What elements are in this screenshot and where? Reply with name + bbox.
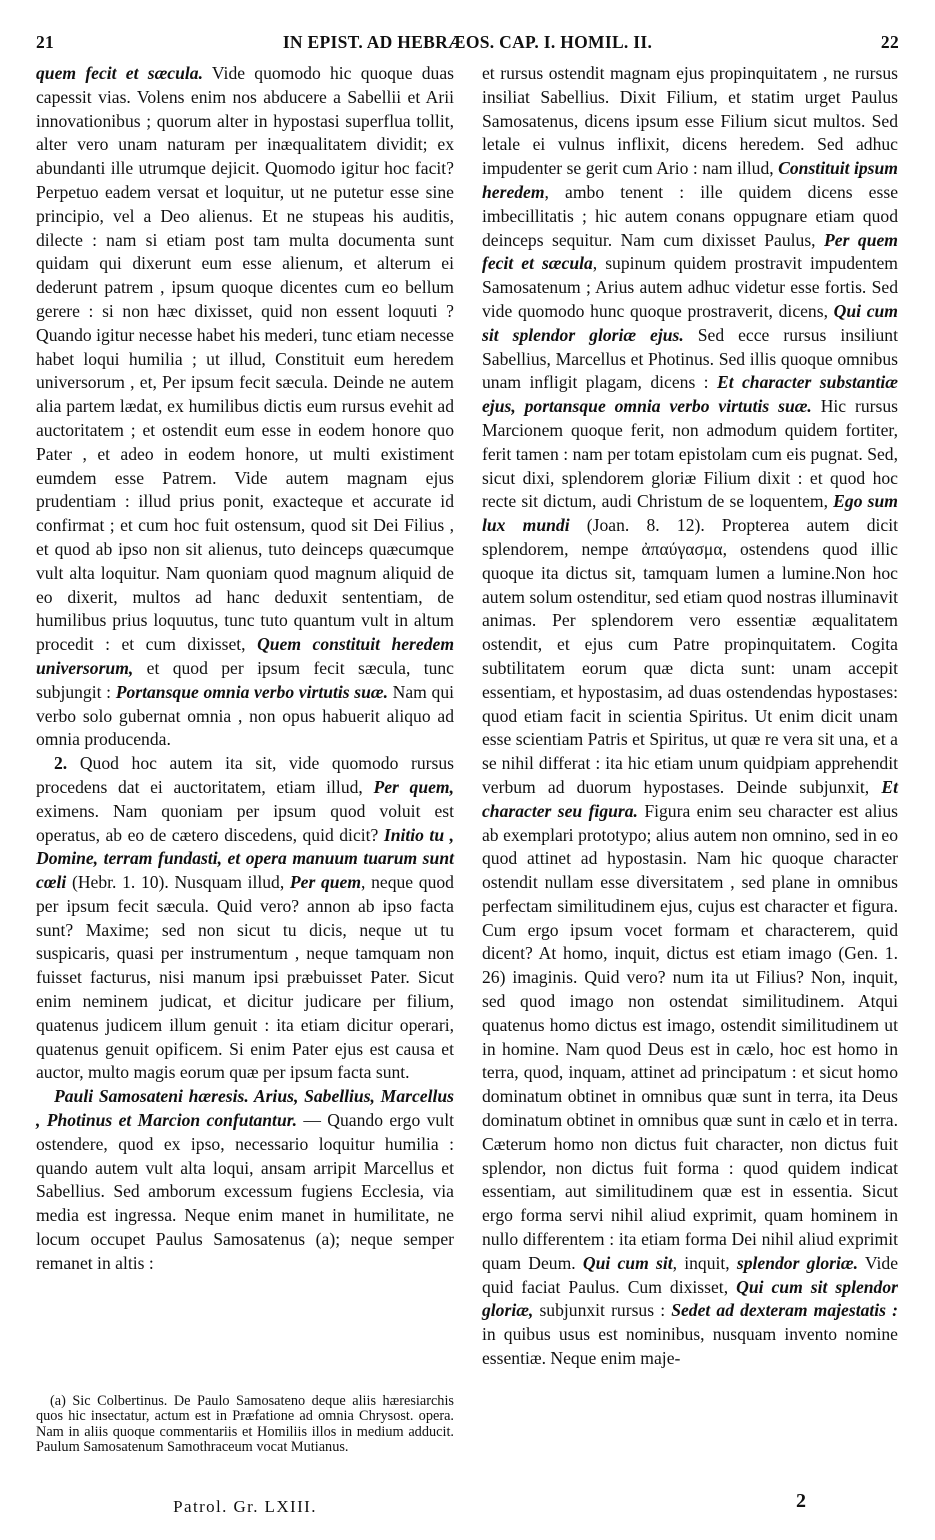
left-paragraph-1 — [36, 62, 454, 752]
scripture-quote: Qui cum sit — [582, 1252, 673, 1273]
scripture-quote: Portansque omnia verbo virtutis suæ. — [115, 681, 389, 702]
right-column — [482, 62, 898, 1371]
page-number-left: 21 — [36, 32, 55, 52]
body-text: Vide quid faciat Paulus. Cum dixisset, — [482, 1252, 898, 1297]
scripture-quote: Per quem, — [373, 776, 454, 797]
scripture-quote: Qui cum sit splendor gloriæ ejus. — [482, 300, 898, 345]
scripture-quote: Initio tu , Domine, terram fundasti, et opera manuum tuarum sunt cœli — [36, 824, 454, 893]
footnote — [36, 1394, 454, 1455]
right-paragraph-1 — [482, 62, 898, 1371]
body-text: — Quando ergo vult ostendere, quod ex ipso, necessario loquitur humilia : quando autem vult alta loqui, ansam arripit Marcellus et Sabellius. Sed amborum excessum fugiens Ecclesia, via media est ingressa. Neque enim manet in humilitate, ne locum occupet Paulus Samosatenus (a); neque semper remanet in altis : — [36, 1110, 454, 1273]
body-text: Hic rursus Marcionem quoque ferit, non admodum quidem fortiter, ferit tamen : nam per totam epistolam cum eis pugnat. Sed, sicut dixi, splendorem gloriæ Filium dixit : et quod hoc recte sit dictum, audi Christum de se loquentem, — [482, 396, 898, 512]
scripture-quote: Qui cum sit splendor gloriæ, — [482, 1276, 898, 1321]
scripture-quote: Et character seu figura. — [482, 776, 898, 821]
volume-signature: Patrol. Gr. LXIII. — [173, 1497, 317, 1516]
scripture-quote: splendor gloriæ. — [736, 1252, 858, 1273]
body-text: , inquit, — [672, 1252, 737, 1273]
page-number-right: 22 — [880, 32, 899, 52]
left-paragraph-2 — [36, 752, 454, 1085]
body-text: et rursus ostendit magnam ejus propinquitatem , ne rursus insiliat Sabellius. Dixit Filium, et statim urget Paulus Samosatenus, dicens ipsum esse Filium sicut multos. Sed letale ei vulnus inflixit, dicens heredem. Sed adhuc impudenter se gerit cum Ario : nam illud, — [482, 63, 898, 179]
body-text: , ambo tenent : ille quidem dicens esse imbecillitatis ; hic autem conans oppugnare etiam quod deinceps sequitur. Nam cum dixisset Paulus, — [482, 181, 898, 250]
body-text: et quod per ipsum fecit sæcula, tunc subjungit : — [36, 657, 454, 702]
scripture-quote: Ego sum lux mundi — [482, 491, 898, 536]
body-text: Figura enim seu character est alius ab exemplari prototypo; alius autem non omnino, sed in eo quod attinet ad hypostasin. Nam hic quoque character ostendit nullam esse diversitatem , sed plane in omnibus perfectam similitudinem ejus, cujus est character et figura. Cum ergo ipsum vocet formam et characterem, quid dicent? At homo, inquit, dictus est etiam imago (Gen. 1. 26) imaginis. Quid vero? num ita ut Filius? Non, inquit, sed quod imago non ostendat similitudinem. Atqui quatenus homo dictus est imago, ostendit similitudinem ut in homine. Nam quod Deus est in cælo, hoc est homo in terra, quod, inquam, attinet ad principatum : et sicut homo dominatum obtinet in omnibus quæ sunt in terra, ita Deus dominatum obtinet in omnibus quæ sunt in cælo et in terra. Cæterum homo non dictus fuit character, non dictus fuit splendor, non dictus fuit forma : quod quidem indicat essentiam, aut similitudinem quæ est in essentia. Sicut ergo forma servi nihil aliud exprimit, quam hominem in nullo differentem : ita etiam forma Dei nihil aliud exprimit quam Deum. — [482, 800, 898, 1273]
left-column — [36, 62, 454, 1276]
body-text: Vide quomodo hic quoque duas capessit vias. Volens enim nos abducere a Sabellii et Arii innovationibus ; quorum alter in hypostasi superflua tollit, alter vero unam naturam per inæqualitatem dividit; ex abundanti ille utrumque dejicit. Quomodo igitur hoc facit? Perpetuo eadem versat et loquitur, ut ne putetur esse sine principio, vel a Deo alienus. Et ne stupeas his auditis, dilecte : nam si etiam post tam multa documenta sunt quidam qui dixerunt eum esse alienum, et alterum ei dederunt patrem , ipsum quoque dicentes cum eo bellum gerere : si non hæc dixisset, quid non essent loquuti ? Quando igitur necesse habet his mederi, tunc etiam necesse habet loqui humilia ; ut illud, Constituit eum heredem universorum , et, Per ipsum fecit sæcula. Deinde ne autem alia partem lædat, ex humilibus dictis eum rursus evehit ad auctoritatem ; et ostendit eum esse in eodem honore quo Pater , et adeo in eodem honore, ut multi existiment eumdem esse Patrem. Vide autem magnam ejus prudentiam : illud prius ponit, exacteque et accurate id confirmat ; et cum hoc fuit ostensum, quod sit Dei Filius , et quod ab ipso non sit alienus, tuto deinceps quæcumque vult alta loquitur. Nam quoniam quod magnum aliquid de eo dixerit, multos ad hanc deduxit sententiam, de humilibus prius loquutus, tunc tuto quantum vult in altum procedit : et cum dixisset, — [36, 63, 455, 655]
footnote-text: (a) Sic Colbertinus. De Paulo Samosateno deque aliis hæresiarchis quos hic insectatur, actum est in Præfatione ad omnia Chrysost. opera. Nam in aliis quoque commentariis et Homiliis illos in medium adducit. Paulum Samosatenum Samothraceum vocat Mutianus. — [36, 1393, 454, 1455]
section-number: 2. — [54, 753, 68, 774]
body-text: Nam qui verbo solo gubernat omnia , non opus habuerit aliquo ad omnia producenda. — [36, 681, 455, 750]
section-heading: Pauli Samosateni hæresis. Arius, Sabellius, Marcellus , Photinus et Marcion confutantur. — [36, 1086, 454, 1131]
scripture-quote: Per quem fecit et sæcula — [482, 229, 898, 274]
scripture-quote: Quem constituit heredem universorum, — [36, 634, 454, 678]
scripture-quote: Per quem — [289, 872, 362, 893]
body-text: , neque quod per ipsum fecit sæcula. Quid vero? annon ab ipso facta sunt? Maxime; sed non sicut tu dicis, neque ut tu suspicaris, quasi per instrumentum , neque tamquam non fuisset facturus, nisi manum ipsi præbuisset Pater. Sicut enim neminem judicat, et dicitur judicare per filium, quatenus judicem illum genuit : ita etiam dicitur operari, quatenus genuit opificem. Si enim Pater ejus est causa et auctor, multo magis eorum quæ per ipsum facta sunt. — [36, 872, 454, 1083]
running-title: IN EPIST. AD HEBRÆOS. CAP. I. HOMIL. II. — [282, 32, 653, 52]
gathering-signature: 2 — [796, 1490, 806, 1512]
scripture-quote: quem fecit et sæcula. — [36, 63, 203, 83]
scripture-quote: Et character substantiæ ejus, portansque omnia verbo virtutis suæ. — [482, 372, 898, 417]
body-text: Quod hoc autem ita sit, vide quomodo rursus procedens dat ei auctoritatem, etiam illud, — [36, 753, 454, 797]
body-text: (Joan. 8. 12). Propterea autem dicit splendorem, nempe ἀπαύγασμα, ostendens quod illic quoque ita dictus sit, tamquam lumen a lumine.Non hoc autem solum ostenditur, sed etiam quod nostras illuminavit animas. Per splendorem vero essentiæ æqualitatem ostendit, et ejus cum Patre propinquitatem. Cogita subtilitatem eorum quæ dicta sunt: unam accepit essentiam, et hypostasim, ad duas ostendendas hypostases: quod etiam facit in scientia Spiritus. Ut enim dicit unam esse scientiam Patris et Spiritus, ut quæ re vera sit una, et a se nihil differat : ita hic etiam unum quidpiam apprehendit verbum ad duorum hypostases. Deinde subjunxit, — [482, 515, 898, 797]
body-text: (Hebr. 1. 10). Nusquam illud, — [66, 872, 290, 893]
body-text: subjunxit rursus : — [533, 1300, 672, 1321]
running-header — [36, 32, 899, 56]
scripture-quote: Sedet ad dexteram majestatis : — [671, 1300, 898, 1321]
body-text: , supinum quidem prostravit impudentem Samosatenum ; Arius autem adhuc videtur esse fortis. Sed vide quomodo hunc quoque prostraverit, dicens, — [482, 253, 898, 321]
left-paragraph-3 — [36, 1085, 454, 1275]
body-text: in quibus usus est nominibus, nusquam invento nomine essentiæ. Neque enim maje- — [482, 1324, 898, 1369]
body-text: Sed ecce rursus insiliunt Sabellius, Marcellus et Photinus. Sed illis quoque omnibus unam infligit plagam, dicens : — [482, 324, 898, 393]
scripture-quote: Constituit ipsum heredem — [482, 158, 898, 202]
body-text: eximens. Nam quoniam per ipsum quod voluit est operatus, ab eo de cætero discedens, quid dicit? — [36, 800, 454, 845]
